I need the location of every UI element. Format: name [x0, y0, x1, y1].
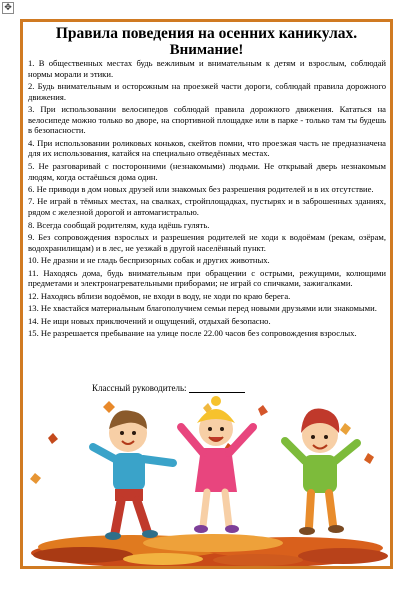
rule-item: 5. Не разговаривай с посторонними (незнакомыми) людьми. Не открывай дверь незнакомым людям, когда остаёшься дома один.	[28, 160, 386, 182]
teacher-signature-line	[92, 383, 245, 393]
rule-item: 2. Будь внимательным и осторожным на проезжей части дороги, соблюдай правила дорожного движения.	[28, 81, 386, 102]
girl-in-pink-figure	[181, 396, 253, 533]
rule-item: 10. Не дразни и не гладь беспризорных собак и других животных.	[28, 255, 270, 266]
rule-item: 15. Не разрешается пребывание на улице после 22.00 часов без сопровождения взрослых.	[28, 328, 357, 339]
rule-item: 3. При использовании велосипедов соблюдай правила дорожного движения. Кататься на велосипеде можно только во дворе, на спортивной площадке или в парке - только там ты будешь в безопасности.	[28, 104, 386, 136]
rule-item: 6. Не приводи в дом новых друзей или знакомых без разрешения родителей и в их отсутствие.	[28, 183, 374, 194]
rule-item: 12. Находясь вблизи водоёмов, не входи в воду, не ходи по краю берега.	[28, 290, 291, 301]
teacher-label: Классный руководитель:	[92, 383, 187, 393]
leaf-pile	[31, 534, 388, 566]
rule-item: 1. В общественных местах будь вежливым и внимательным к детям и взрослым, соблюдай нормы морали и этики.	[28, 58, 386, 79]
page-subtitle: Внимание!	[169, 42, 244, 58]
rule-item: 11. Находясь дома, будь внимательным при обращении с острыми, режущими, колющими предметами и электронагревательными приборами; не играй со спичками, зажигалками.	[28, 267, 386, 289]
rule-item: 14. Не ищи новых приключений и ощущений, отдыхай безопасно.	[28, 315, 271, 326]
autumn-children-illustration	[23, 393, 390, 566]
rule-item: 4. При использовании роликовых коньков, скейтов помни, что проезжая часть не предназначена для их использования, катайся на специально отведённых местах.	[28, 137, 386, 159]
rule-item: 9. Без сопровождения взрослых и разрешения родителей не ходи к водоёмам (рекам, озёрам, водохранилищам) и в лес, не уезжай в другой населённый пункт.	[28, 232, 386, 253]
page-title: Правила поведения на осенних каникулах.	[55, 25, 358, 42]
rules-list	[28, 58, 386, 341]
move-arrows-icon[interactable]: ✥	[2, 2, 14, 14]
rule-item: 13. Не хвастайся материальным благополучием семьи перед новыми друзьями или знакомыми.	[28, 303, 377, 314]
rule-item: 7. Не играй в тёмных местах, на свалках, стройплощадках, пустырях и в заброшенных зданиях, рядом с железной дорогой и автомагистралью.	[28, 196, 386, 218]
rule-item: 8. Всегда сообщай родителям, куда идёшь гулять.	[28, 219, 210, 230]
boy-figure	[93, 410, 173, 540]
